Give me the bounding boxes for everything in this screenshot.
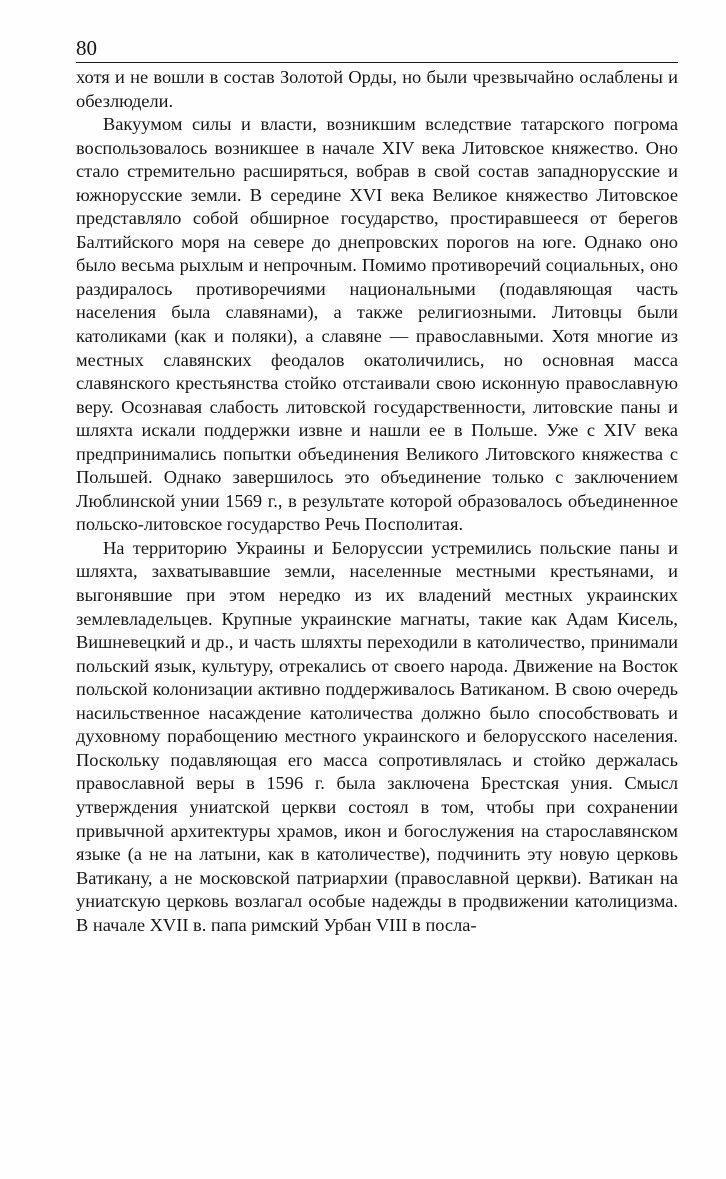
- paragraph-ukraine-belarus: На территорию Украины и Белоруссии устремились польские паны и шляхта, захватывавшие земли, населенные местными крестьянами, и выгонявшие при этом нередко из их владений местных украинских землевладельцев. Крупные украинские магнаты, такие как Адам Кисель, Вишневецкий и др., и часть шляхты переходили в католичество, принимали польский язык, культуру, отрекались от своего народа. Движение на Восток польской колонизации активно поддерживалось Ватиканом. В свою очередь насильственное насаждение католичества должно было способствовать и духовному порабощению местного украинского и белорусского населения. Поскольку подавляющая его масса сопротивлялась и стойко держалась православной веры в 1596 г. была заключена Брестская уния. Смысл утверждения униатской церкви состоял в том, чтобы при сохранении привычной архитектуры храмов, икон и богослужения на старославянском языке (а не на латыни, как в католичестве), подчинить эту новую церковь Ватикану, а не московской патриархии (православной церкви). Ватикан на униатскую церковь возлагал особые надежды в продвижении католицизма. В начале XVII в. папа римский Урбан VIII в посла-: [76, 537, 678, 935]
- text-body: [76, 66, 678, 937]
- paragraph-continuation: хотя и не вошли в состав Золотой Орды, но были чрезвычайно ослаблены и обезлюдели.: [76, 67, 678, 111]
- page-number: 80: [76, 36, 97, 60]
- header-rule: [76, 62, 678, 63]
- paragraph-lithuania: Вакуумом силы и власти, возникшим вследствие татарского погрома воспользовалось возникшее в начале XIV века Литовское княжество. Оно стало стремительно расширяться, вобрав в свой состав западнорусские и южнорусские земли. В середине XVI века Великое княжество Литовское представляло собой обширное государство, простиравшееся от берегов Балтийского моря на севере до днепровских порогов на юге. Однако оно было весьма рыхлым и непрочным. Помимо противоречий социальных, оно раздиралось противоречиями национальными (подавляющая часть населения была славянами), а также религиозными. Литовцы были католиками (как и поляки), а славяне — православными. Хотя многие из местных славянских феодалов окатоличились, но основная масса славянского крестьянства стойко отстаивали свою исконную православную веру. Осознавая слабость литовской государственности, литовские паны и шляхта искали поддержки извне и нашли ее в Польше. Уже с XIV века предпринимались попытки объединения Великого Литовского княжества с Польшей. Однако завершилось это объединение только с заключением Люблинской унии 1569 г., в результате которой образовалось объединенное польско-литовское государство Речь Посполитая.: [76, 114, 678, 535]
